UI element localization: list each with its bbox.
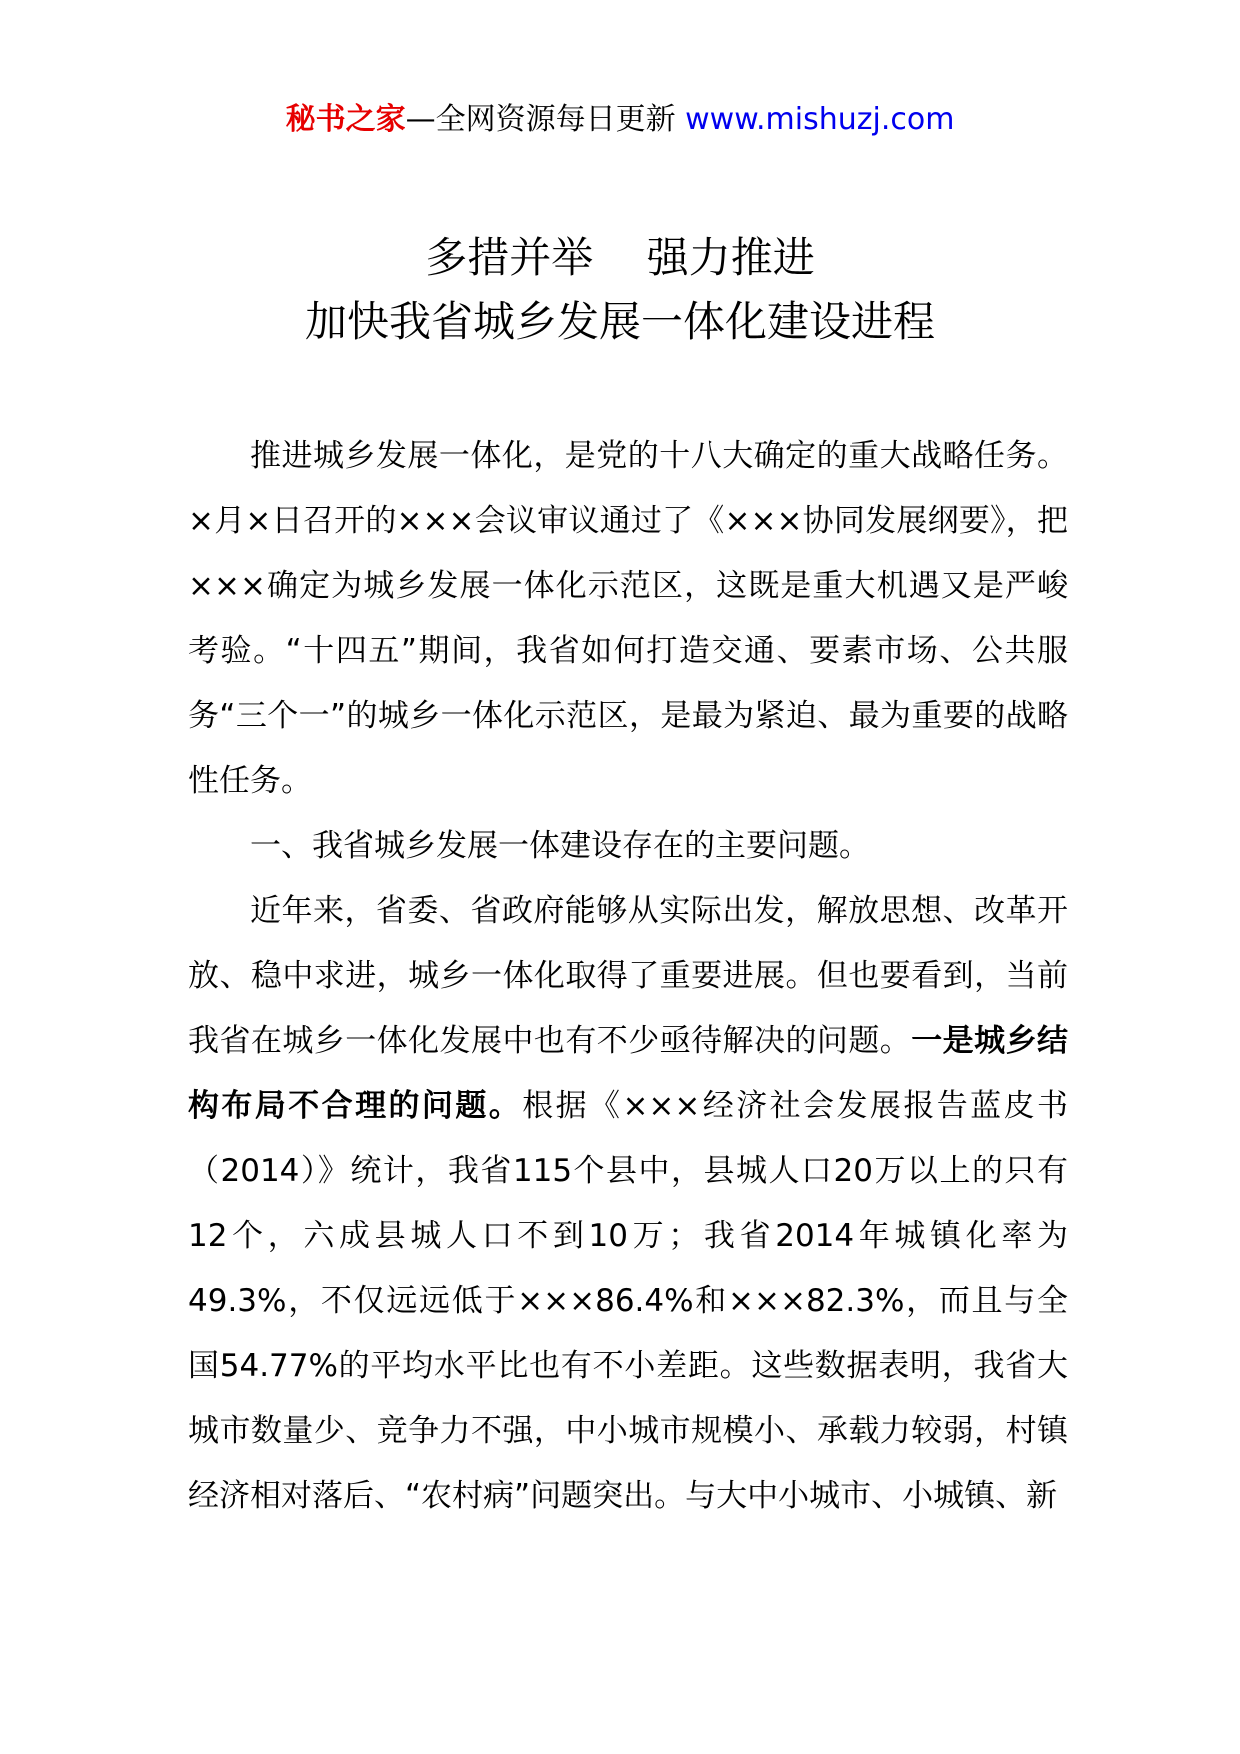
document-title <box>0 226 1240 354</box>
paragraph-problems-intro: 近年来，省委、省政府能够从实际出发，解放思想、改革开放、稳中求进，城乡一体化取得了重要进展。但也要看到，当前我省在城乡一体化发展中也有不少亟待解决的问题。 <box>188 893 1068 1059</box>
title-line-2: 加快我省城乡发展一体化建设进程 <box>304 297 935 346</box>
site-header <box>0 100 1240 140</box>
site-url-link[interactable]: www.mishuzj.com <box>685 102 955 137</box>
paragraph-problems-detail: 根据《×××经济社会发展报告蓝皮书（2014）》统计，我省115个县中，县城人口20万以上的只有12个，六成县城人口不到10万；我省2014年城镇化率为49.3%，不仅远远低于×××86.4%和×××82.3%，而且与全国54.77%的平均水平比也有不小差距。这些数据表明，我省大城市数量少、竞争力不强，中小城市规模小、承载力较弱，村镇经济相对落后、“农村病”问题突出。与大中小城市、小城镇、新 <box>188 1088 1068 1514</box>
document-body <box>188 424 1068 1529</box>
site-brand: 秘书之家 <box>285 102 406 137</box>
paragraph-problems <box>188 879 1068 1529</box>
section-heading-1: 一、我省城乡发展一体建设存在的主要问题。 <box>250 828 870 864</box>
paragraph-intro: 推进城乡发展一体化，是党的十八大确定的重大战略任务。×月×日召开的×××会议审议通过了《×××协同发展纲要》，把×××确定为城乡发展一体化示范区，这既是重大机遇又是严峻考验。“十四五”期间，我省如何打造交通、要素市场、公共服务“三个一”的城乡一体化示范区，是最为紧迫、最为重要的战略性任务。 <box>188 438 1068 799</box>
title-line-1: 多措并举 强力推进 <box>425 233 815 282</box>
site-tagline: —全网资源每日更新 <box>405 102 686 137</box>
paragraph-problems-bold-point: 一是城乡结构布局不合理的问题。 <box>188 1023 1069 1124</box>
